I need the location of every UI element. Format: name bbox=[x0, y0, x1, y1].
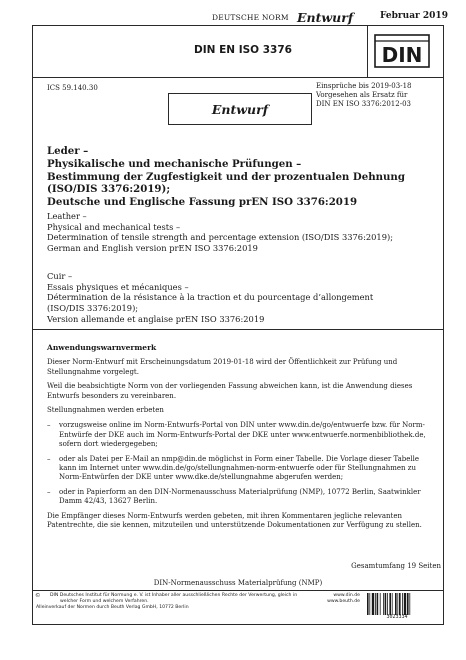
title-line: Cuir – bbox=[47, 271, 73, 281]
title-line: Version allemande et anglaise prEN ISO 3376:2019 bbox=[47, 313, 265, 324]
title-french bbox=[47, 271, 437, 325]
footer-links bbox=[300, 593, 360, 605]
divider bbox=[33, 77, 443, 78]
top-header bbox=[0, 10, 466, 26]
list-item bbox=[47, 488, 433, 507]
warning-paragraph: Die Empfänger dieses Norm-Entwurfs werden gebeten, mit ihren Kommentaren jegliche relevanten Patentrechte, die sie kennen, mitzuteilen und unterstützende Dokumentationen zur Verfügung zu stellen. bbox=[47, 512, 422, 530]
list-item-text: oder in Papierform an den DIN-Normenausschuss Materialprüfung (NMP), 10772 Berlin, Saatwinkler Damm 42/43, 13627 Berlin. bbox=[59, 488, 421, 506]
issue-date: Februar 2019 bbox=[380, 11, 448, 21]
dash-bullet: – bbox=[47, 421, 51, 430]
title-line: Determination of tensile strength and percentage extension (ISO/DIS 3376:2019); bbox=[47, 232, 394, 243]
title-english bbox=[47, 211, 437, 254]
footer-line: welcher Form und welchem Verfahren. bbox=[60, 598, 149, 604]
footer-line: DIN Deutsches Institut für Normung e. V. ist Inhaber aller ausschließlichen Rechte der Verwertung, gleich in bbox=[50, 593, 298, 598]
list-item-text: vorzugsweise online im Norm-Entwurfs-Portal von DIN unter www.din.de/go/entwuerfe bzw. für Norm-Entwürfe der DKE auch im Norm-Entwurfs-Portal der DKE unter www.entwuerfe.normenbibliothek.de, sofern dort wiedergegeben; bbox=[59, 421, 426, 448]
title-line: (ISO/DIS 3376:2019); bbox=[47, 183, 171, 196]
draft-stamp: Entwurf bbox=[168, 93, 312, 125]
status-label: Entwurf bbox=[297, 10, 354, 25]
document-number: DIN EN ISO 3376 bbox=[194, 44, 292, 56]
note-line: Einsprüche bis 2019-03-18 bbox=[316, 82, 412, 90]
barcode-number: 3023334 bbox=[386, 614, 408, 620]
title-line: Leather – bbox=[47, 211, 87, 221]
note-line: DIN EN ISO 3376:2012-03 bbox=[316, 100, 411, 109]
title-line: Deutsche und Englische Fassung prEN ISO 3376:2019 bbox=[47, 196, 358, 209]
status-notes bbox=[316, 82, 442, 110]
dash-bullet: – bbox=[47, 488, 51, 497]
footer-link-beuth[interactable]: www.beuth.de bbox=[327, 598, 360, 604]
title-line: Essais physiques et mécaniques – bbox=[47, 281, 189, 292]
title-line: (ISO/DIS 3376:2019); bbox=[47, 303, 139, 314]
warning-paragraph: Weil die beabsichtigte Norm von der vorliegenden Fassung abweichen kann, ist die Anwendung dieses Entwurfs besonders zu vereinbaren. bbox=[47, 382, 413, 400]
footer-line: Alleinverkauf der Normen durch Beuth Verlag GmbH, 10772 Berlin bbox=[36, 604, 189, 610]
title-line: Leder – bbox=[47, 145, 89, 157]
note-line: Vorgesehen als Ersatz für bbox=[316, 91, 408, 100]
warning-heading: Anwendungswarnvermerk bbox=[47, 343, 157, 352]
divider bbox=[33, 329, 443, 330]
footer-link-din[interactable]: www.din.de bbox=[333, 593, 360, 598]
ics-code: ICS 59.140.30 bbox=[47, 84, 98, 92]
title-line: German and English version prEN ISO 3376:2019 bbox=[47, 243, 258, 254]
divider bbox=[367, 26, 368, 77]
warning-paragraph: Dieser Norm-Entwurf mit Erscheinungsdatum 2019-01-18 wird der Öffentlichkeit zur Prüfung und Stellungnahme vorgelegt. bbox=[47, 358, 398, 376]
list-item bbox=[47, 421, 433, 449]
logo-text: DIN bbox=[381, 43, 423, 67]
title-line: Bestimmung der Zugfestigkeit und der prozentualen Dehnung bbox=[47, 170, 405, 183]
list-item bbox=[47, 455, 433, 483]
din-logo bbox=[373, 32, 431, 70]
submission-options bbox=[47, 421, 433, 506]
warning-paragraph: Stellungnahmen werden erbeten bbox=[47, 406, 164, 415]
application-warning bbox=[47, 343, 433, 536]
title-line: Détermination de la résistance à la traction et du pourcentage d’allongement bbox=[47, 292, 374, 303]
title-line: Physical and mechanical tests – bbox=[47, 221, 181, 232]
title-line: Physikalische und mechanische Prüfungen – bbox=[47, 157, 302, 170]
dash-bullet: – bbox=[47, 454, 51, 463]
committee-name: DIN-Normenausschuss Materialprüfung (NMP) bbox=[153, 579, 323, 587]
total-pages: Gesamtumfang 19 Seiten bbox=[351, 562, 441, 570]
title-page-frame bbox=[32, 25, 444, 625]
title-german bbox=[47, 145, 437, 209]
copyright-symbol: © bbox=[35, 593, 41, 599]
norm-label: DEUTSCHE NORM bbox=[212, 13, 289, 22]
list-item-text: oder als Datei per E-Mail an nmp@din.de möglichst in Form einer Tabelle. Die Vorlage dieser Tabelle kann im Internet unter www.din.de/go/stellungnahmen-norm-entwuerfe oder für Stellungnahmen zu Norm-Entwürfen der DKE unter www.dke.de/stellungnahme abgerufen werden; bbox=[59, 454, 420, 482]
